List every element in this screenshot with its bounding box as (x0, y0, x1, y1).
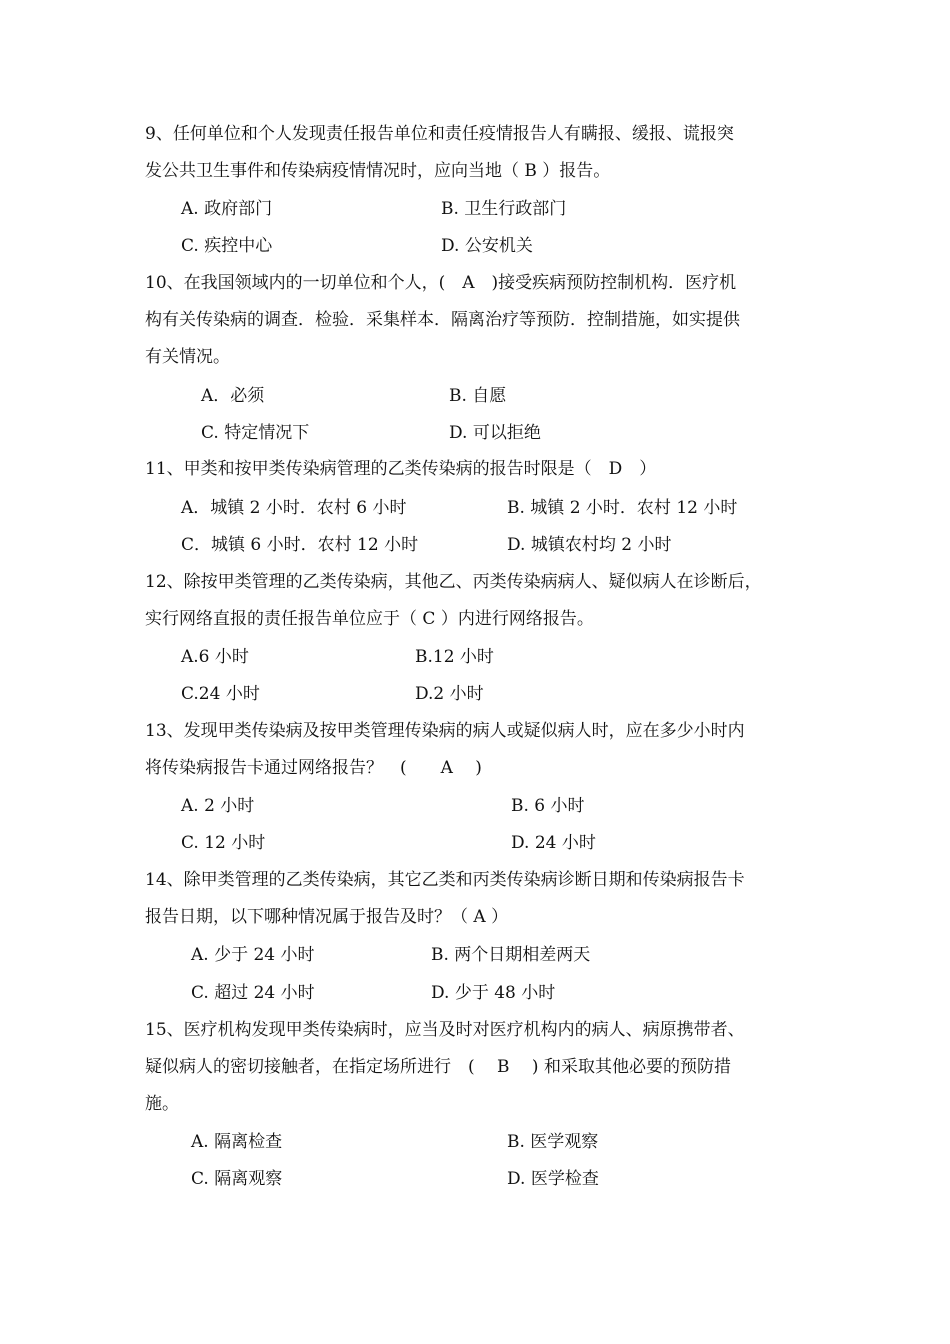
option-b: B. 两个日期相差两天 (431, 945, 591, 965)
question-9 (145, 116, 813, 190)
question-13 (145, 713, 813, 787)
option-a: A. 少于 24 小时 (191, 945, 315, 965)
question-text-line: 14、除甲类管理的乙类传染病，其它乙类和丙类传染病诊断日期和传染病报告卡 (145, 870, 745, 890)
question-text-line: 构有关传染病的调查．检验．采集样本．隔离治疗等预防．控制措施，如实提供 (145, 310, 740, 330)
question-text-line: 将传染病报告卡通过网络报告？ ( A ) (145, 758, 482, 778)
option-c: C.24 小时 (181, 684, 260, 704)
question-10 (145, 265, 813, 376)
question-text-line: 10、在我国领域内的一切单位和个人，( A )接受疾病预防控制机构．医疗机 (145, 273, 737, 293)
question-11 (145, 451, 813, 488)
option-a: A. 隔离检查 (191, 1132, 283, 1152)
option-d: D. 城镇农村均 2 小时 (507, 535, 672, 555)
question-text-line: 施。 (145, 1094, 179, 1114)
option-b: B. 卫生行政部门 (441, 199, 567, 219)
option-d: D. 少于 48 小时 (431, 983, 556, 1003)
question-text-line: 发公共卫生事件和传染病疫情情况时，应向当地（ B ）报告。 (145, 161, 611, 181)
option-d: D. 公安机关 (441, 236, 533, 256)
option-c: C. 12 小时 (181, 833, 266, 853)
option-a: A．必须 (201, 386, 265, 406)
option-a: A.6 小时 (181, 647, 249, 667)
option-b: B. 城镇 2 小时．农村 12 小时 (507, 498, 738, 518)
question-text-line: 9、任何单位和个人发现责任报告单位和责任疫情报告人有瞒报、缓报、谎报突 (145, 124, 734, 144)
question-text-line: 报告日期，以下哪种情况属于报告及时？（ A ） (145, 907, 509, 927)
option-c: C. 超过 24 小时 (191, 983, 315, 1003)
question-12 (145, 564, 813, 638)
question-text-line: 有关情况。 (145, 347, 230, 367)
question-text-line: 疑似病人的密切接触者，在指定场所进行 ( B ) 和采取其他必要的预防措 (145, 1057, 731, 1077)
option-d: D. 医学检查 (507, 1169, 599, 1189)
option-b: B.12 小时 (415, 647, 494, 667)
question-text-line: 15、医疗机构发现甲类传染病时，应当及时对医疗机构内的病人、病原携带者、 (145, 1020, 745, 1040)
question-14 (145, 862, 813, 936)
option-c: C. 疾控中心 (181, 236, 273, 256)
option-a: A．城镇 2 小时．农村 6 小时 (181, 498, 407, 518)
option-d: D. 24 小时 (511, 833, 596, 853)
option-c: C．城镇 6 小时．农村 12 小时 (181, 535, 419, 555)
option-d: D. 可以拒绝 (449, 423, 541, 443)
question-text-line: 12、除按甲类管理的乙类传染病，其他乙、丙类传染病病人、疑似病人在诊断后， (145, 572, 762, 592)
option-a: A. 政府部门 (181, 199, 273, 219)
option-c: C. 特定情况下 (201, 423, 310, 443)
question-15 (145, 1012, 813, 1123)
option-c: C. 隔离观察 (191, 1169, 283, 1189)
option-b: B. 6 小时 (511, 796, 585, 816)
question-text-line: 13、发现甲类传染病及按甲类管理传染病的病人或疑似病人时，应在多少小时内 (145, 721, 745, 741)
question-text-line: 11、甲类和按甲类传染病管理的乙类传染病的报告时限是（ D ） (145, 459, 657, 479)
option-b: B. 医学观察 (507, 1132, 599, 1152)
option-b: B. 自愿 (449, 386, 507, 406)
option-a: A. 2 小时 (181, 796, 255, 816)
option-d: D.2 小时 (415, 684, 484, 704)
question-text-line: 实行网络直报的责任报告单位应于（ C ）内进行网络报告。 (145, 609, 594, 629)
